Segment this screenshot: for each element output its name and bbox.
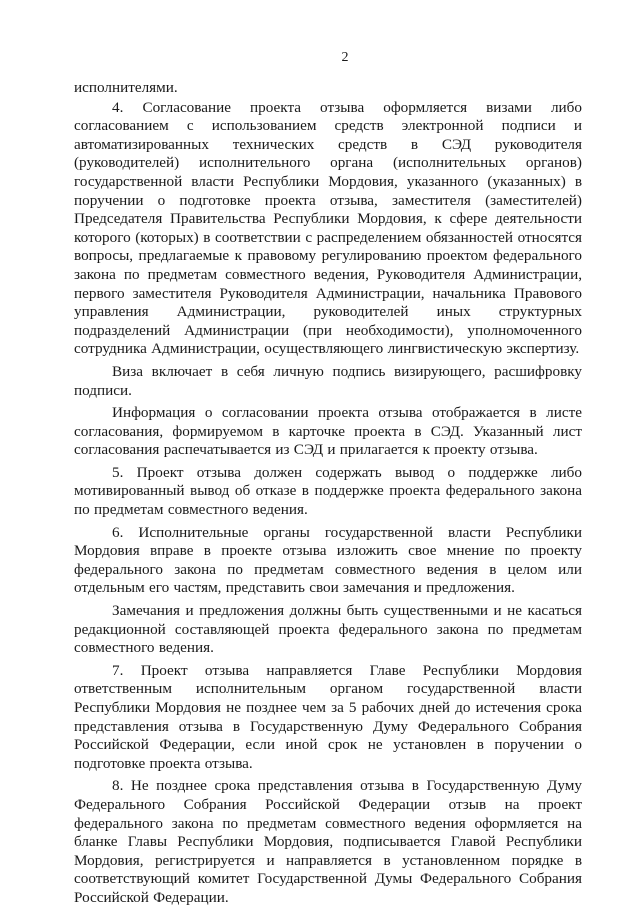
paragraph-item-6: 6. Исполнительные органы государственной власти Республики Мордовия вправе в проекте отзыва изложить свое мнение по проекту федерального закона по предметам совместного ведения в целом или отдельным его частям, представить свои замечания и предложения. bbox=[74, 523, 582, 597]
document-body bbox=[74, 79, 582, 908]
paragraph-continuation: исполнителями. bbox=[74, 79, 178, 96]
paragraph-item-7: 7. Проект отзыва направляется Главе Республики Мордовия ответственным исполнительным органом государственной власти Республики Мордовия не позднее чем за 5 рабочих дней до истечения срока представления отзыва в Государственную Думу Федерального Собрания Российской Федерации, если иной срок не установлен в поручении о подготовке проекта отзыва. bbox=[74, 661, 582, 772]
paragraph-item-4: 4. Согласование проекта отзыва оформляется визами либо согласованием с использованием средств электронной подписи и автоматизированных технических средств в СЭД руководителя (руководителей) исполнительного органа (исполнительных органов) государственной власти Республики Мордовия, указанного (указанных) в поручении о подготовке проекта отзыва, заместителя (заместителей) Председателя Правительства Республики Мордовия, к сфере деятельности которого (которых) в соответствии с распределением обязанностей относятся вопросы, предлагаемые к правовому регулированию проектом федерального закона по предметам совместного ведения, Руководителя Администрации, первого заместителя Руководителя Администрации, начальника Правового управления Администрации, руководителей иных структурных подразделений Администрации (при необходимости), уполномоченного сотрудника Администрации, осуществляющего лингвистическую экспертизу. bbox=[74, 98, 582, 358]
page-number: 2 bbox=[341, 50, 349, 65]
paragraph-remarks: Замечания и предложения должны быть существенными и не касаться редакционной составляющей проекта федерального закона по предметам совместного ведения. bbox=[74, 602, 582, 657]
paragraph-item-8: 8. Не позднее срока представления отзыва в Государственную Думу Федерального Собрания Российской Федерации отзыв на проект федерального закона по предметам совместного ведения оформляется на бланке Главы Республики Мордовия, подписывается Главой Республики Мордовия, регистрируется и направляется в установленном порядке в соответствующий комитет Государственной Думы Федерального Собрания Российской Федерации. bbox=[74, 777, 582, 906]
paragraph-item-5: 5. Проект отзыва должен содержать вывод о поддержке либо мотивированный вывод об отказе в поддержке проекта федерального закона по предметам совместного ведения. bbox=[74, 463, 582, 519]
paragraph-approval-info: Информация о согласовании проекта отзыва отображается в листе согласования, формируемом в карточке проекта в СЭД. Указанный лист согласования распечатывается из СЭД и прилагается к проекту отзыва. bbox=[74, 404, 582, 459]
paragraph-visa: Виза включает в себя личную подпись визирующего, расшифровку подписи. bbox=[74, 362, 582, 399]
